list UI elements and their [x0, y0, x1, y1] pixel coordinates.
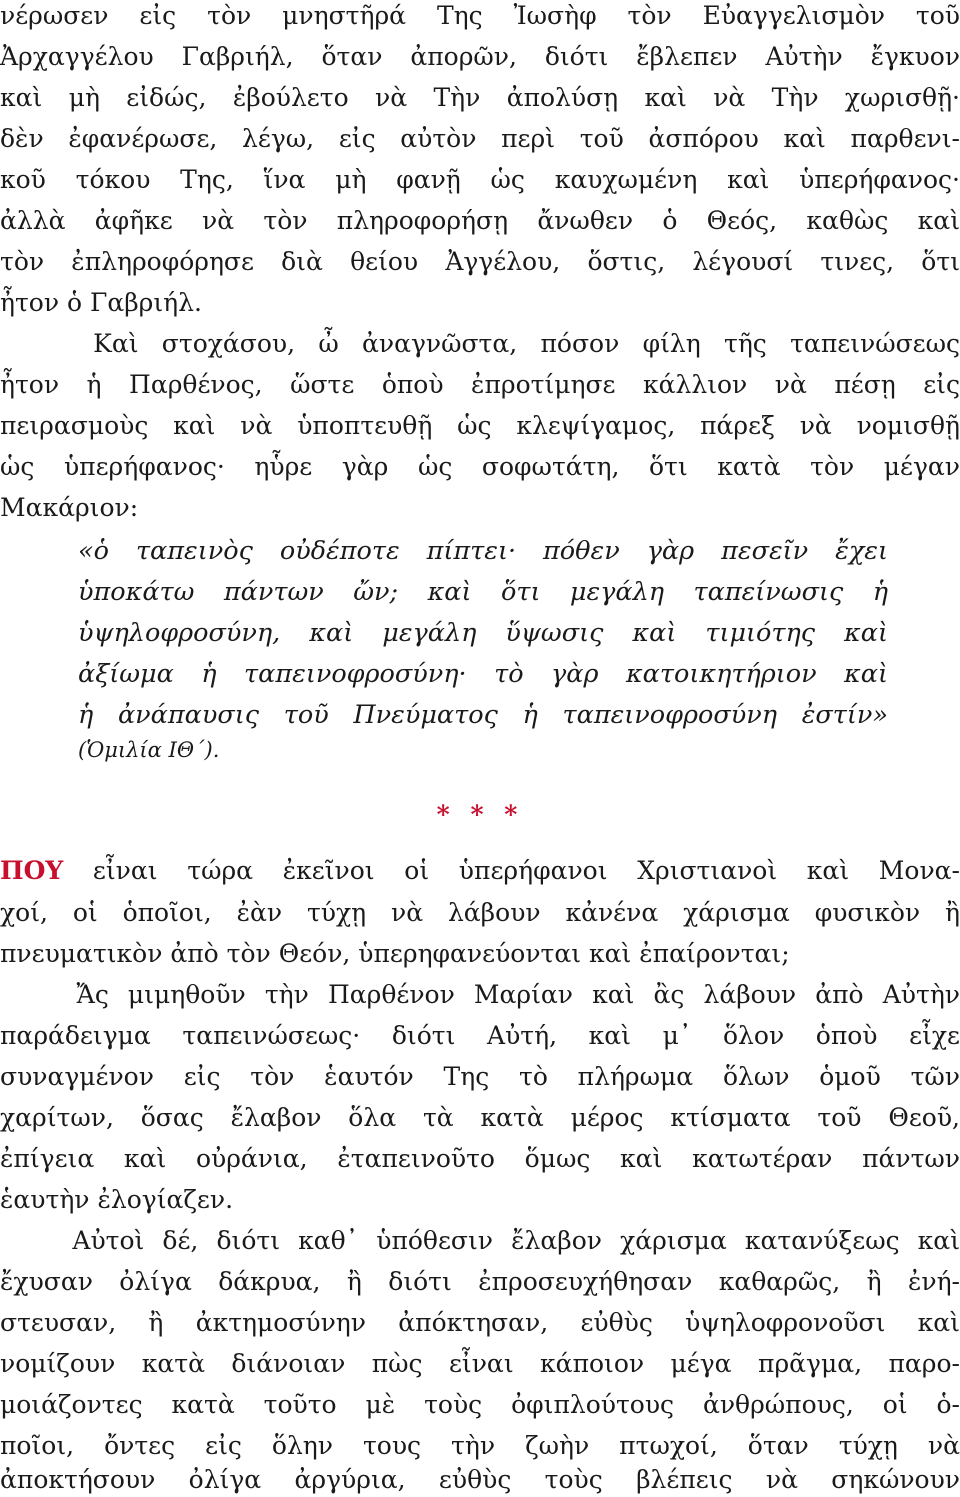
text-line: μοιάζοντες κατὰ τοῦτο μὲ τοὺς ὀφιπλούτους ἀνθρώπους, οἱ ὁ-	[0, 1390, 960, 1419]
text-line: Μακάριον:	[0, 493, 139, 522]
text-line-rest: εἶναι τώρα ἐκεῖνοι οἱ ὑπερήφανοι Χριστιανοὶ καὶ Μονα-	[63, 856, 960, 885]
quote-line: ἀξίωμα ἡ ταπεινοφροσύνη· τὸ γὰρ κατοικητήριον καὶ	[78, 659, 888, 689]
text-line: ἔχυσαν ὀλίγα δάκρυα, ἢ διότι ἐπροσευχήθησαν καθαρῶς, ἢ ἐνή-	[0, 1267, 960, 1296]
text-line: συναγμένον εἰς τὸν ἑαυτόν Της τὸ πλήρωμα ὅλων ὁμοῦ τῶν	[0, 1062, 960, 1091]
text-line: χοί, οἱ ὁποῖοι, ἐὰν τύχῃ νὰ λάβουν κἀνένα χάρισμα φυσικὸν ἢ	[0, 898, 960, 927]
text-line: χαρίτων, ὅσας ἔλαβον ὅλα τὰ κατὰ μέρος κτίσματα τοῦ Θεοῦ,	[0, 1103, 960, 1132]
text-line: δὲν ἐφανέρωσε, λέγω, εἰς αὐτὸν περὶ τοῦ ἀσπόρου καὶ παρθενι-	[0, 124, 960, 153]
text-line: Ἄς μιμηθοῦν τὴν Παρθένον Μαρίαν καὶ ἂς λάβουν ἀπὸ Αὐτὴν	[0, 980, 960, 1009]
section-initial-word: ΠΟΥ	[0, 856, 64, 885]
text-line: πειρασμοὺς καὶ νὰ ὑποπτευθῇ ὡς κλεψίγαμος, πάρεξ νὰ νομισθῇ	[0, 411, 960, 440]
text-line: Καὶ στοχάσου, ὦ ἀναγνῶστα, πόσον φίλη τῆς ταπεινώσεως	[0, 329, 960, 358]
text-line: στευσαν, ἢ ἀκτημοσύνην ἀπόκτησαν, εὐθὺς ὑψηλοφρονοῦσι καὶ	[0, 1308, 960, 1337]
text-line: ἑαυτὴν ἐλογίαζεν.	[0, 1185, 234, 1214]
text-line: καὶ μὴ εἰδώς, ἐβούλετο νὰ Τὴν ἀπολύσῃ καὶ νὰ Τὴν χωρισθῇ·	[0, 83, 960, 112]
text-line: Ἀρχαγγέλου Γαβριήλ, ὅταν ἀπορῶν, διότι ἔβλεπεν Αὐτὴν ἔγκυον	[0, 42, 960, 71]
quote-line: «ὁ ταπεινὸς οὐδέποτε πίπτει· πόθεν γὰρ πεσεῖν ἔχει	[78, 536, 888, 566]
text-line: παράδειγμα ταπεινώσεως· διότι Αὐτή, καὶ μ᾽ ὅλον ὁποὺ εἶχε	[0, 1021, 960, 1050]
text-line: ἀλλὰ ἀφῆκε νὰ τὸν πληροφορήσῃ ἄνωθεν ὁ Θεός, καθὼς καὶ	[0, 206, 960, 235]
text-line: νέρωσεν εἰς τὸν μνηστῆρά Της Ἰωσὴφ τὸν Εὐαγγελισμὸν τοῦ	[0, 1, 960, 30]
quote-line: ἡ ἀνάπαυσις τοῦ Πνεύματος ἡ ταπεινοφροσύνη ἐστίν»	[78, 700, 888, 730]
text-line: πνευματικὸν ἀπὸ τὸν Θεόν, ὑπερηφανεύονται καὶ ἐπαίρονται;	[0, 939, 790, 968]
text-line: ὡς ὑπερήφανος· ηὗρε γὰρ ὡς σοφωτάτη, ὅτι κατὰ τὸν μέγαν	[0, 452, 960, 481]
text-line: ἦτον ὁ Γαβριήλ.	[0, 288, 202, 317]
text-line	[0, 855, 960, 887]
text-line: ἦτον ἡ Παρθένος, ὥστε ὁποὺ ἐπροτίμησε κάλλιον νὰ πέσῃ εἰς	[0, 370, 960, 399]
quote-line: ὑποκάτω πάντων ὤν; καὶ ὅτι μεγάλη ταπείνωσις ἡ	[78, 577, 888, 607]
text-line: ποῖοι, ὄντες εἰς ὅλην τους τὴν ζωὴν πτωχοί, ὅταν τύχῃ νὰ	[0, 1431, 960, 1460]
text-line: κοῦ τόκου Της, ἵνα μὴ φανῇ ὡς καυχωμένη καὶ ὑπερήφανος·	[0, 165, 960, 194]
text-line: τὸν ἐπληροφόρησε διὰ θείου Ἀγγέλου, ὅστις, λέγουσί τινες, ὅτι	[0, 247, 960, 276]
text-line: ἀποκτήσουν ὀλίγα ἀργύρια, εὐθὺς τοὺς βλέπεις νὰ σηκώνουν	[0, 1465, 960, 1494]
quote-citation: (Ὁμιλία ΙΘ΄).	[78, 738, 220, 762]
text-line: ἐπίγεια καὶ οὐράνια, ἐταπεινοῦτο ὅμως καὶ κατωτέραν πάντων	[0, 1144, 960, 1173]
text-line: Αὐτοὶ δέ, διότι καθ᾽ ὑπόθεσιν ἔλαβον χάρισμα κατανύξεως καὶ	[0, 1226, 960, 1255]
text-line: νομίζουν κατὰ διάνοιαν πὼς εἶναι κάποιον μέγα πρᾶγμα, παρο-	[0, 1349, 960, 1378]
section-separator: * * *	[436, 800, 524, 829]
quote-line: ὑψηλοφροσύνη, καὶ μεγάλη ὕψωσις καὶ τιμιότης καὶ	[78, 618, 888, 648]
